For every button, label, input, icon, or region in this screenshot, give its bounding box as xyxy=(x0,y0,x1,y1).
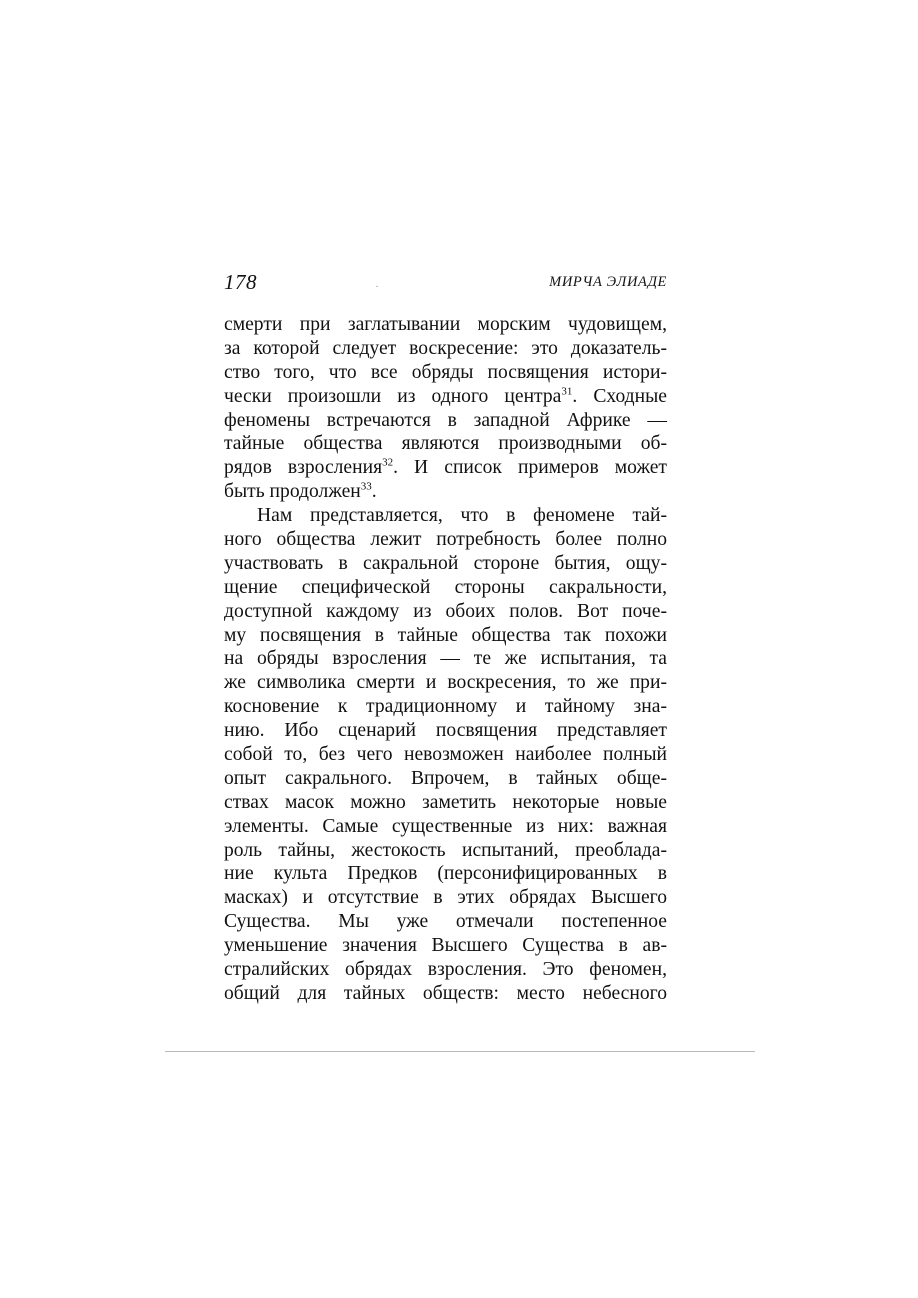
text-fragment: . Сходные xyxy=(572,385,667,407)
paragraph-first-line: Нам представляется, что в феномене тай- xyxy=(257,505,667,527)
text-line: масках) и отсутствие в этих обрядах Высшего xyxy=(224,887,667,909)
running-head: МИРЧА ЭЛИАДЕ xyxy=(549,274,667,290)
page-header xyxy=(224,270,667,300)
text-line: феномены встречаются в западной Африке — xyxy=(224,409,667,431)
text-line: ного общества лежит потребность более полно xyxy=(224,529,667,551)
text-line: уменьшение значения Высшего Существа в ав- xyxy=(224,935,667,957)
text-line: му посвящения в тайные общества так похожи xyxy=(224,624,667,646)
text-line: ние культа Предков (персонифицированных в xyxy=(224,863,667,885)
text-line: доступной каждому из обоих полов. Вот поче- xyxy=(224,600,667,622)
page-number: 178 xyxy=(224,270,257,294)
body-text xyxy=(224,313,667,1006)
text-fragment: . И список примеров может xyxy=(393,457,667,479)
text-line: ство того, что все обряды посвящения истори- xyxy=(224,361,667,383)
text-line: элементы. Самые существенные из них: важная xyxy=(224,815,667,837)
text-line: же символика смерти и воскресения, то же при- xyxy=(224,672,667,694)
text-fragment: чески произошли из одного центра xyxy=(224,385,562,407)
footnote-ref-31[interactable]: 31 xyxy=(561,385,573,398)
text-fragment: . xyxy=(371,481,377,503)
text-line: общий для тайных обществ: место небесного xyxy=(224,982,667,1004)
text-line: собой то, без чего невозможен наиболее полный xyxy=(224,744,667,766)
footer-rule xyxy=(165,1051,755,1052)
text-line: опыт сакрального. Впрочем, в тайных обще- xyxy=(224,767,667,789)
text-line: роль тайны, жестокость испытаний, преоблада- xyxy=(224,839,667,861)
text-line xyxy=(224,385,667,409)
text-line: за которой следует воскресение: это доказатель- xyxy=(224,337,667,359)
text-line: щение специфической стороны сакральности, xyxy=(224,576,667,598)
text-line: тайные общества являются производными об- xyxy=(224,433,667,455)
text-line: нию. Ибо сценарий посвящения представляет xyxy=(224,720,667,742)
header-separator: . xyxy=(376,280,378,289)
text-fragment: быть продолжен xyxy=(224,481,361,503)
footnote-ref-32[interactable]: 32 xyxy=(382,456,394,469)
text-line xyxy=(224,480,667,504)
text-fragment: рядов взросления xyxy=(224,457,383,479)
text-line: смерти при заглатывании морским чудовищем, xyxy=(224,314,667,335)
text-line: ствах масок можно заметить некоторые новые xyxy=(224,791,667,813)
text-line: на обряды взросления — те же испытания, та xyxy=(224,648,667,670)
text-line: участвовать в сакральной стороне бытия, ощу- xyxy=(224,552,667,574)
text-line: косновение к традиционному и тайному зна- xyxy=(224,696,667,718)
footnote-ref-33[interactable]: 33 xyxy=(360,480,372,493)
text-line: стралийских обрядах взросления. Это феномен, xyxy=(224,959,667,981)
text-line xyxy=(224,456,667,480)
text-line: Существа. Мы уже отмечали постепенное xyxy=(224,911,667,933)
